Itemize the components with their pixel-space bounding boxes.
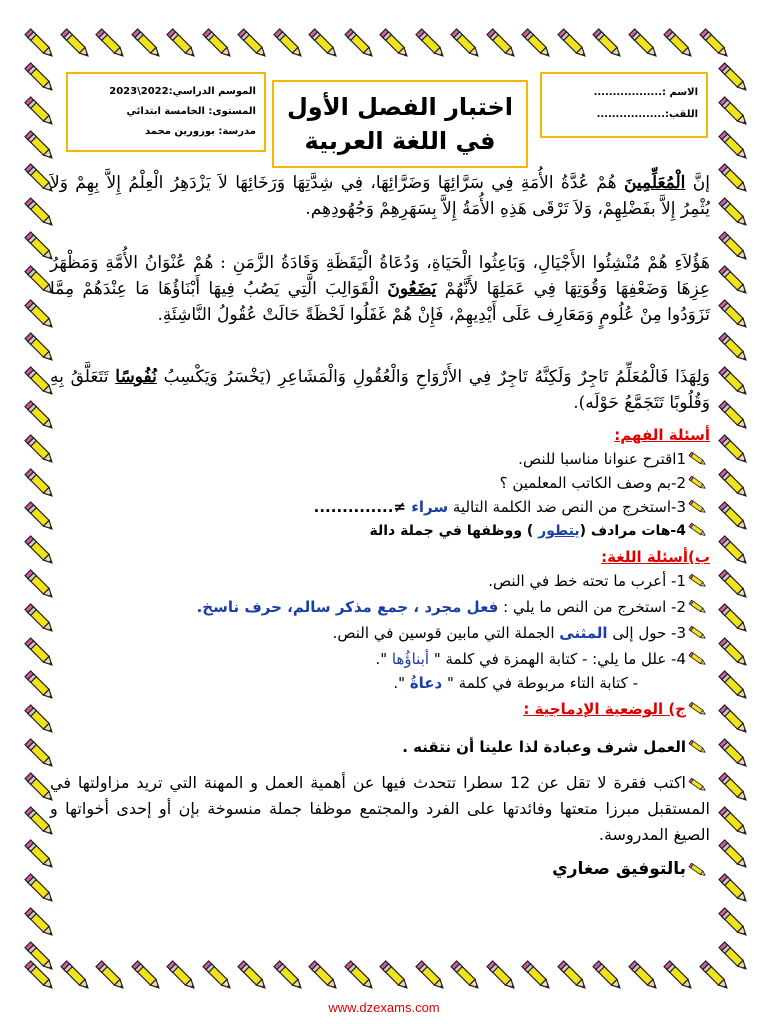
pencil-icon bbox=[712, 939, 756, 983]
q1-text: 1اقترح عنوانا مناسبا للنص. bbox=[518, 450, 686, 468]
p2-a: هَؤُلاَءِ هُمْ مُنْشِئُوا الأَجْيَالِ، وَبَاعِثُوا الْحَيَاةِ، وَدُعَاةُ الْيَقَظَةِ وَقَادَةُ الزَّمَنِ : هُمْ عُنْوَانُ الأُمَّةِ وَمَظْهَرُ عِزِهَا وَضَعْفِهَا وَقُوَتِهَا فِي عَمَلِهَا لأَنَّهُمْ bbox=[50, 253, 711, 299]
underlined-word-teachers: الْمُعَلِّمِينَ bbox=[623, 173, 686, 193]
q4-word: يتطور bbox=[538, 523, 580, 539]
school-info-box bbox=[66, 72, 266, 152]
p3-a: وَلِهَذَا فَالْمُعَلِّمُ تَاجِرٌ وَلَكِنَّهُ تَاجِرٌ فِي الأَرْوَاحِ وَالْعُقُولِ وَالْمَشَاعِرِ (يَخْسَرُ وَيَكْسِبُ bbox=[156, 367, 710, 387]
pencil-bullet-icon bbox=[688, 702, 710, 718]
underlined-word-souls: نُفُوسًا bbox=[115, 367, 157, 387]
text-paragraph-2 bbox=[50, 250, 710, 328]
pencil-bullet-icon bbox=[688, 652, 710, 668]
level-label: المستوى: الخامسة ابتدائي bbox=[126, 106, 256, 117]
q4-a: 4-هات مرادف ( bbox=[579, 523, 686, 539]
pencil-border-top bbox=[0, 26, 768, 66]
pencil-bullet-icon bbox=[688, 776, 710, 792]
pencil-icon bbox=[18, 939, 62, 983]
comprehension-q3 bbox=[50, 496, 710, 518]
lq4-b: ". bbox=[375, 650, 392, 668]
q3-word: سراء bbox=[411, 498, 449, 516]
teacher-label: مدرسة: بوزورين محمد bbox=[145, 126, 256, 137]
language-q2 bbox=[50, 596, 710, 618]
surname-label: اللقب: bbox=[664, 109, 698, 120]
lq3-b: الجملة التي مابين قوسين في النص. bbox=[332, 624, 560, 642]
language-heading-text: ب)أسئلة اللغة: bbox=[601, 548, 710, 566]
integration-task-text: اكتب فقرة لا تقل عن 12 سطرا تتحدث فيها عن أهمية العمل و المهنة التي تريد مزاولتها في المستقبل مبرزا متعتها وفائدتها على الفرد والمجتمع موظفا جملة منسوخة بإن أو إحدى أخواتها و الصيغ المدروسة. bbox=[50, 773, 710, 844]
surname-field[interactable]: .................. bbox=[596, 109, 665, 120]
closing bbox=[50, 856, 710, 882]
source-url[interactable]: www.dzexams.com bbox=[328, 1000, 440, 1015]
pencil-border-right bbox=[712, 0, 756, 1024]
text-paragraph-1 bbox=[50, 170, 710, 222]
comprehension-q4 bbox=[50, 520, 710, 542]
text-paragraph-3 bbox=[50, 364, 710, 416]
comprehension-q2 bbox=[50, 472, 710, 494]
pencil-bullet-icon bbox=[688, 574, 710, 590]
language-heading bbox=[50, 546, 710, 568]
integration-statement bbox=[50, 736, 710, 758]
lq1-text: 1- أعرب ما تحته خط في النص. bbox=[488, 572, 686, 590]
language-q3 bbox=[50, 622, 710, 644]
integration-task bbox=[50, 770, 710, 848]
pencil-bullet-icon bbox=[688, 740, 710, 756]
name-field[interactable]: .................. bbox=[593, 87, 662, 98]
p1-start: إنَّ bbox=[685, 173, 710, 193]
underlined-word-put: يَضَعُونَ bbox=[387, 279, 437, 299]
student-info-box bbox=[540, 72, 708, 138]
comprehension-heading bbox=[50, 424, 710, 446]
comprehension-q1 bbox=[50, 448, 710, 470]
lq4-word: أبناؤُها bbox=[391, 650, 430, 668]
lq4-word2: دعاةُ bbox=[409, 674, 443, 692]
integration-heading-text: ج) الوضعية الإدماجية : bbox=[523, 700, 686, 718]
lq3-word: المثنى bbox=[559, 624, 608, 642]
comprehension-heading-text: أسئلة الفهم: bbox=[614, 426, 710, 444]
exam-title-line2: في اللغة العربية bbox=[304, 127, 496, 155]
p1-rest: هُمْ عُدَّةُ الأُمَةِ فِي سَرَّائِهَا وَضَرَّائِهَا، فِي شِدَّتِهَا وَرَخَائِهَا لاَ يَزْدَهِرُ الْعِلْمُ إِلاَّ بِهِمْ وَلاَ يُثْمِرُ إِلاَّ بفَضْلِهِمْ، وَلاَ تَرْقَى هَذِهِ الأُمَةُ إِلاَّ بِسَهَرِهِمْ وَجُهُودِهِم. bbox=[50, 173, 710, 219]
lq3-a: 3- حول إلى bbox=[607, 624, 686, 642]
pencil-bullet-icon bbox=[688, 861, 710, 877]
pencil-bullet-icon bbox=[688, 476, 710, 492]
integration-heading bbox=[50, 698, 710, 720]
language-q4-sub bbox=[78, 672, 638, 694]
exam-title-box bbox=[272, 80, 528, 168]
lq4-c: - كتابة التاء مربوطة في كلمة " bbox=[442, 674, 638, 692]
pencil-border-bottom bbox=[0, 958, 768, 998]
q2-text: 2-بم وصف الكاتب المعلمين ؟ bbox=[499, 474, 686, 492]
pencil-bullet-icon bbox=[688, 523, 710, 539]
lq4-d: ". bbox=[393, 674, 410, 692]
pencil-bullet-icon bbox=[688, 452, 710, 468]
p3-b: تَتَعَلَّقُ بِهِ وَقُلُوبًا تَتَجَمَّعُ حَوْلَه). bbox=[50, 367, 710, 413]
exam-title-line1: اختبار الفصل الأول bbox=[286, 93, 514, 121]
school-year-label: الموسم الدراسي:2022\2023 bbox=[109, 86, 256, 97]
q3-tail: ≠.............. bbox=[313, 498, 412, 516]
pencil-bullet-icon bbox=[688, 626, 710, 642]
q3-text: 3-استخرج من النص ضد الكلمة التالية bbox=[448, 498, 686, 516]
language-q4 bbox=[50, 648, 710, 670]
pencil-bullet-icon bbox=[688, 500, 710, 516]
lq4-a: 4- علل ما يلي: - كتابة الهمزة في كلمة " bbox=[429, 650, 686, 668]
lq2-b: فعل مجرد ، جمع مذكر سالم، حرف ناسخ. bbox=[196, 598, 499, 616]
q4-b: ) ووظفها في جملة دالة bbox=[369, 523, 539, 539]
lq2-a: 2- استخرج من النص ما يلي : bbox=[498, 598, 686, 616]
name-label: الاسم : bbox=[661, 87, 698, 98]
integration-statement-text: العمل شرف وعبادة لذا علينا أن نتقنه . bbox=[402, 738, 686, 756]
language-q1 bbox=[50, 570, 710, 592]
pencil-bullet-icon bbox=[688, 600, 710, 616]
closing-text: بالتوفيق صغاري bbox=[552, 859, 686, 879]
p2-b: الْقَوَالِبَ الَّتِي يَصُبُ فِيهَا أَبْنَاؤُهَا مَا عِنْدَهُمْ مِمَّا تَزَوَدُوا مِنْ عُلُومٍ وَمَعَارِف عَلَى أَيْدِيهِمْ، فَإِنْ هُمْ غَفَلُوا لَحْظَةً حَالَتْ عُقُولُ النَّاشِئَةِ. bbox=[50, 279, 710, 325]
